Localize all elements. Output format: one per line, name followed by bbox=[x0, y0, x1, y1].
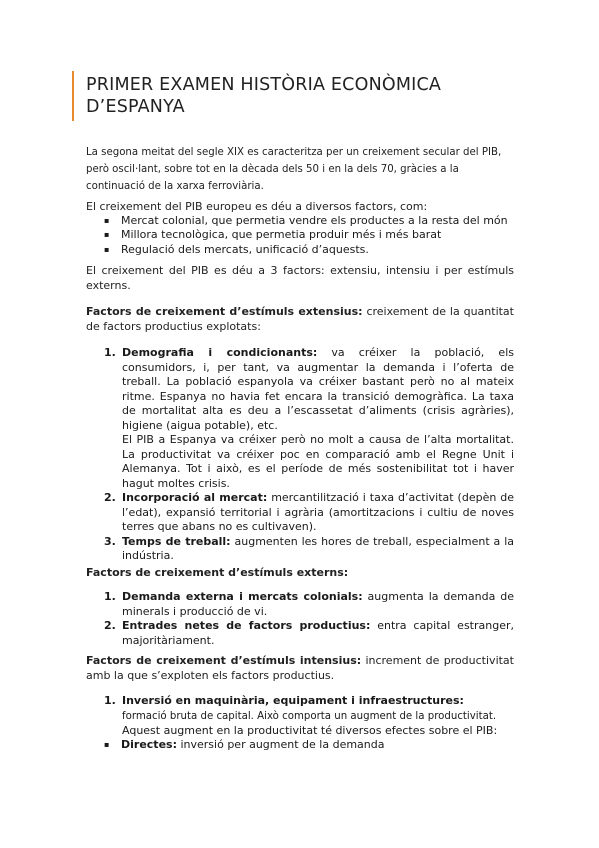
title-accent-bar bbox=[72, 71, 74, 121]
bullet-square-icon: ▪ bbox=[104, 244, 110, 254]
external-heading: Factors de creixement d’estímuls externs: bbox=[86, 566, 349, 579]
list-item: 3. Temps de treball: augmenten les hores de treball, especialment a la indústria. bbox=[104, 534, 515, 562]
three-factors-paragraph: El creixement del PIB es déu a 3 factors: extensiu, intensiu i per estímuls externs. bbox=[86, 264, 514, 292]
europe-factors-list bbox=[104, 214, 514, 257]
page-title bbox=[86, 74, 526, 118]
list-item: ▪ Regulació dels mercats, unificació d’aquests. bbox=[104, 242, 369, 256]
europe-paragraph: El creixement del PIB europeu es déu a diversos factors, com: bbox=[86, 200, 428, 213]
title-line-1: PRIMER EXAMEN HISTÒRIA ECONÒMICA bbox=[86, 75, 442, 95]
list-item: 1. Demografia i condicionants: va créixer la població, els consumidors, i, per tant, va augmentar la demanda i l’oferta de treball. La població espanyola va créixer bastant però no al mateix ritme. Espanya no havia fet encara la transició demogràfica. La taxa de mortalitat alta es deu a l’escassetat d’aliments (crisis agràries), higiene (aigua potable), etc. El PIB a Espanya va créixer però no molt a causa de l’alta mortalitat. La productivitat va créixer poc en comparació amb el Regne Unit i Alemanya. Tot i això, es el període de més sostenibilitat tot i haver hagut moltes crisis. bbox=[104, 346, 514, 490]
list-item: 2. Entrades netes de factors productius: entra capital estranger, majoritàriament. bbox=[104, 619, 514, 647]
list-item: 1. Demanda externa i mercats colonials: augmenta la demanda de minerals i producció de vi. bbox=[104, 590, 514, 618]
bullet-square-icon: ▪ bbox=[104, 740, 110, 749]
list-item: 1. Inversió en maquinària, equipament i infraestructures: formació bruta de capital. Això comporta un augment de la productivitat. Aquest augment en la productivitat té diversos efectes sobre el PIB: bbox=[104, 694, 498, 737]
intensive-factors-list bbox=[104, 694, 514, 739]
intensive-section-intro: Factors de creixement d’estímuls intensius: increment de productivitat amb la que s’exploten els factors productius. bbox=[86, 654, 514, 682]
list-item: 2. Incorporació al mercat: mercantilització i taxa d’activitat (depèn de l’edat), expansió territorial i agrària (amortitzacions i cultiu de noves terres que abans no es cultivaven). bbox=[104, 491, 514, 533]
intensive-heading: Factors de creixement d’estímuls intensius: bbox=[86, 654, 362, 667]
extensive-factors-list bbox=[104, 346, 514, 564]
bullet-square-icon: ▪ bbox=[104, 230, 110, 240]
extensive-section-intro: Factors de creixement d’estímuls extensius: creixement de la quantitat de factors productius explotats: bbox=[86, 305, 514, 333]
list-item: ▪ Mercat colonial, que permetia vendre els productes a la resta del món bbox=[104, 214, 508, 227]
intro-paragraph: La segona meitat del segle XIX es caracteritza per un creixement secular del PIB, però oscil·lant, sobre tot en la dècada dels 50 i en la dels 70, gràcies a la continuació de la xarxa ferroviària. bbox=[86, 147, 502, 192]
list-item: ▪ Directes: inversió per augment de la demanda bbox=[104, 738, 385, 751]
external-factors-list bbox=[104, 590, 514, 648]
extensive-heading: Factors de creixement d’estímuls extensius: bbox=[86, 305, 363, 318]
list-item: ▪ Millora tecnològica, que permetia produir més i més barat bbox=[104, 228, 442, 242]
bullet-square-icon: ▪ bbox=[104, 216, 110, 225]
title-line-2: D’ESPANYA bbox=[86, 97, 185, 117]
